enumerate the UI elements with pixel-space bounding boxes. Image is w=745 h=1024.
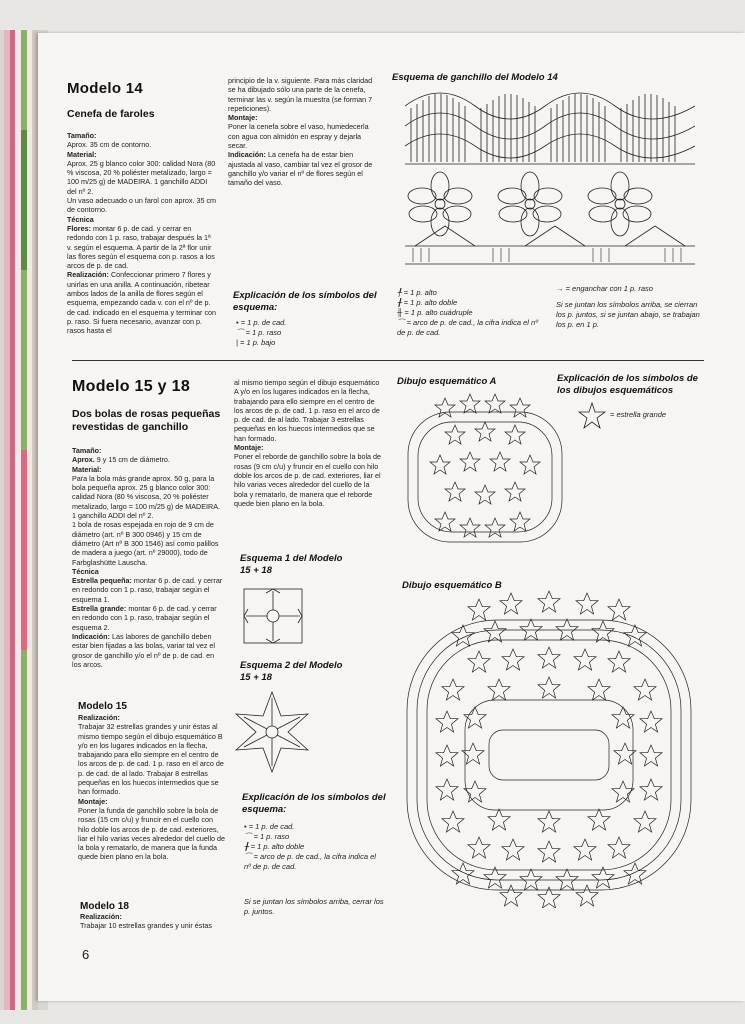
page-number: 6 xyxy=(82,947,90,962)
model-18-text: Realización: Trabajar 10 estrellas grandes y unir éstas xyxy=(80,912,212,931)
model-14-crochet-diagram xyxy=(405,86,695,272)
model-14-text-col2: principio de la v. siguiente. Para más claridad se ha dibujado sólo una parte de la cenefa, terminar las v. según la muestra (se forman 7 repeticiones). Montaje: Poner la cenefa sobre el vaso, humedecerla con agua con almidón en espray y dejarla secar. Indicación: La cenefa ha de estar bien ajustada al vaso, cambiar tal vez el grosor de ganchillo y/o variar el nº de flores según el tamaño del vaso. xyxy=(228,76,373,188)
model-14-subtitle: Cenefa de faroles xyxy=(67,108,155,120)
model-15-18-legend: • = 1 p. de cad. ⌒ = 1 p. raso ╂ = 1 p. alto doble ⌒ = arco de p. de cad., la cifra indica el nº de p. de cad. xyxy=(244,822,376,871)
model-14-title: Modelo 14 xyxy=(67,80,144,97)
model-15-text: Realización: Trabajar 32 estrellas grandes y unir éstas al mismo tiempo según el dibujo esquemático B y/o en los lugares indicados en la flecha, trabajando para ello siempre en el centro de los arcos de p. de cad. 1 p. raso en el arco de p. de cad. de al lado. Trabajar 8 estrellas pequeñas en los huecos intermedios que se han formado. Montaje: Poner la funda de ganchillo sobre la bola de rosas (15 cm c/u) y fruncir en el cuello con hilo doble los arcos de p. de cad. exteriores, liar el hilo varias veces alrededor del cuello de la bola y rematarlo, de manera que la funda quede bien plano en la bola. xyxy=(78,713,226,862)
model-14-legend-a: • = 1 p. de cad. ⌒ = 1 p. raso | = 1 p. bajo xyxy=(236,318,287,347)
model-14-text-col1: Tamaño: Aprox. 35 cm de contorno. Material: Aprox. 25 g blanco color 300: calidad Nora (80 % viscosa, 20 % poliéster metalizado, largo = 100 m/25 g) de MADEIRA. 1 ganchillo ADDI del nº 2. Un vaso adecuado o un farol con aprox. 35 cm de contorno. Técnica Flores: montar 6 p. de cad. y cerrar en redondo con 1 p. raso, trabajar después la 1ª v. según el esquema. A partir de la 2ª flor unir las flores según el esquema con p. rasos a los arcos de p. de cad. Realización: Confeccionar primero 7 flores y unirlas en una anilla. A continuación, ribetear ambos lados de la anilla de flores según el esquema, empezando cada v. con el nº de p. de cad. indicado en el esquema y terminar con p. raso. Si fuera necesario, avanzar con p. rasos hasta el xyxy=(67,131,217,336)
dibujo-a-diagram xyxy=(400,390,570,560)
model-15-18-title: Modelo 15 y 18 xyxy=(72,378,191,395)
model-14-diagram-title: Esquema de ganchillo del Modelo 14 xyxy=(392,72,558,83)
dibujo-a-title: Dibujo esquemático A xyxy=(397,376,497,387)
model-15-18-text-col2: al mismo tiempo según el dibujo esquemático A y/o en los lugares indicados en la flecha, trabajando para ello siempre en el centro de los arcos de p. de cad. 1 p. raso en el arco de p. de cad. de al lado. Trabajar 3 estrellas pequeñas en los huecos intermedios que se han formado. Montaje: Poner el reborde de ganchillo sobre la bola de rosas (9 cm c/u) y fruncir en el cuello con hilo doble los arcos de p. de cad. exteriores, liar el hilo varias veces alrededor del cuello de la bola y rematarlo, de manera que el reborde quede bien plano en la bola. xyxy=(234,378,382,508)
dibujos-symbols-title: Explicación de los símbolos de los dibujos esquemáticos xyxy=(557,373,698,396)
star-symbol-label: = estrella grande xyxy=(610,410,667,419)
model-14-legend-title: Explicación de los símbolos del esquema: xyxy=(233,290,377,313)
dibujo-b-diagram xyxy=(403,590,695,908)
model-18-subheading: Modelo 18 xyxy=(80,901,129,912)
model-15-18-subtitle: Dos bolas de rosas pequeñas revestidas de ganchillo xyxy=(72,408,221,433)
dibujo-b-title: Dibujo esquemático B xyxy=(402,580,502,591)
model-14-legend-c: → = enganchar con 1 p. raso Si se juntan los símbolos arriba, se cierran los p. juntos, si se juntan abajo, se trabajan los p. en 1 p. xyxy=(556,284,700,329)
esquema-1-diagram xyxy=(240,585,306,647)
model-15-subheading: Modelo 15 xyxy=(78,701,127,712)
model-15-18-legend-title: Explicación de los símbolos del esquema: xyxy=(242,792,386,815)
section-divider xyxy=(72,360,704,361)
star-symbol-icon xyxy=(578,402,606,430)
esquema-1-title: Esquema 1 del Modelo 15 + 18 xyxy=(240,553,343,576)
esquema-2-diagram xyxy=(234,690,310,774)
model-14-legend-b: ╀ = 1 p. alto ╂ = 1 p. alto doble ╫ = 1 p. alto cuádruple ⌒ = arco de p. de cad., la cifra indica el nº de p. de cad. xyxy=(397,288,538,337)
model-15-18-text-col1: Tamaño: Aprox. 9 y 15 cm de diámetro. Material: Para la bola más grande aprox. 50 g, para la bola pequeña aprox. 25 g blanco color 300: calidad Nora (80 % viscosa, 20 % poliéster metalizado, largo = 100 m/25 g) de MADEIRA. 1 ganchillo ADDI del nº 2. 1 bola de rosas espejada en rojo de 9 cm de diámetro (art. nº B 300 0946) y 15 cm de diámetro (Art nº B 300 1546) así como palillos de madera a juego (art. nº 29000), todo de Farbglashütte Lauscha. Técnica Estrella pequeña: montar 6 p. de cad. y cerrar en redondo con 1 p. raso, trabajar según el esquema 1. Estrella grande: montar 6 p. de cad. y cerrar en redondo con 1 p. raso, trabajar según el esquema 2. Indicación: Las labores de ganchillo deben estar bien fijadas a las bolas, variar tal vez el grosor de ganchillo y/o el nº de p. de cad. en los arcos. xyxy=(72,446,223,669)
esquema-2-title: Esquema 2 del Modelo 15 + 18 xyxy=(240,660,343,683)
model-15-18-legend-note: Si se juntan los símbolos arriba, cerrar los p. juntos. xyxy=(244,897,384,916)
